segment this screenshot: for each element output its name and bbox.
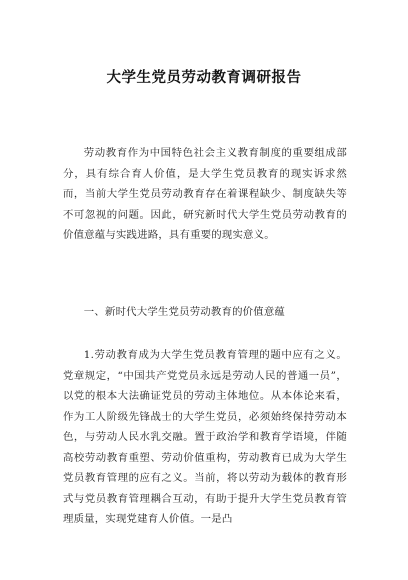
section-heading: 一、新时代大学生党员劳动教育的价值意蕴 [83,306,286,318]
document-title: 大学生党员劳动教育调研报告 [106,70,302,86]
intro-paragraph: 劳动教育作为中国特色社会主义教育制度的重要组成部分，具有综合育人价值，是大学生党员教育的现实诉求然而，当前大学生党员劳动教育存在着课程缺少、制度缺失等不可忽视的问题。因此，研究新时代大学生党员劳动教育的价值意蕴与实践进路，具有重要的现实意义。 [63,147,347,241]
section-paragraph: 1.劳动教育成为大学生党员教育管理的题中应有之义。党章规定，“中国共产党党员永远是劳动人民的普通一员”，以党的根本大法确证党员的劳动主体地位。从本体论来看，作为工人阶级先锋战士的大学生党员，必须始终保持劳动本色，与劳动人民水乳交融。置于政治学和教育学语境，伴随高校劳动教育重塑、劳动价值重构，劳动教育已成为大学生党员教育管理的应有之义。当前，将以劳动为载体的教育形式与党员教育管理耦合互动，有助于提升大学生党员教育管理质量，实现党建育人价值。一是凸 [63,349,347,525]
